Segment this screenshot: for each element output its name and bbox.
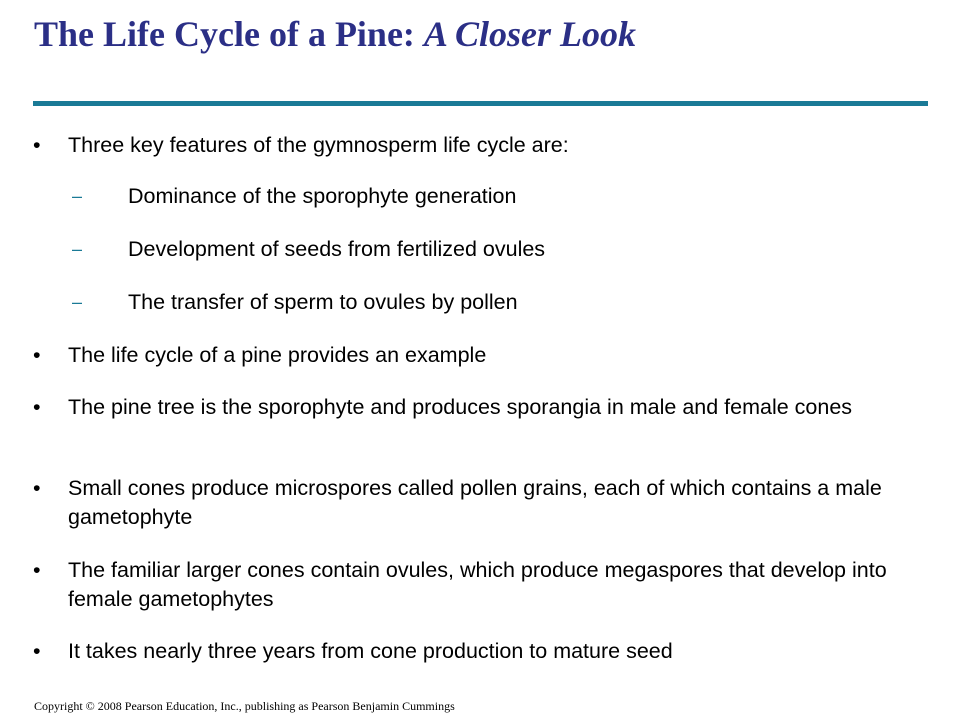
sub-bullet-marker: – <box>72 186 83 206</box>
sub-bullet-text: Dominance of the sporophyte generation <box>128 184 517 208</box>
sub-bullet-item <box>72 235 902 264</box>
bullet-text: The familiar larger cones contain ovules, which produce megaspores that develop into female gametophytes <box>68 558 887 611</box>
bullet-item <box>33 393 903 422</box>
title-italic-part: A Closer Look <box>423 14 636 54</box>
title-main: The Life Cycle of a Pine: <box>34 14 424 54</box>
bullet-text: The pine tree is the sporophyte and produces sporangia in male and female cones <box>68 395 853 419</box>
sub-bullet-text: Development of seeds from fertilized ovules <box>128 237 546 261</box>
bullet-marker: • <box>33 343 41 367</box>
sub-bullet-marker: – <box>72 292 83 312</box>
bullet-marker: • <box>33 639 41 663</box>
bullet-marker: • <box>33 395 41 419</box>
bullet-item <box>33 131 903 160</box>
bullet-item <box>33 474 903 532</box>
sub-bullet-item <box>72 182 902 211</box>
bullet-item <box>33 556 903 614</box>
sub-bullet-item <box>72 288 902 317</box>
bullet-text: Three key features of the gymnosperm life cycle are: <box>68 133 569 157</box>
bullet-marker: • <box>33 476 41 500</box>
bullet-item <box>33 637 903 666</box>
bullet-text: It takes nearly three years from cone production to mature seed <box>68 639 673 663</box>
sub-bullet-text: The transfer of sperm to ovules by pollen <box>128 290 518 314</box>
bullet-item <box>33 341 903 370</box>
bullet-text: Small cones produce microspores called pollen grains, each of which contains a male gametophyte <box>68 476 882 529</box>
bullet-marker: • <box>33 133 41 157</box>
bullet-text: The life cycle of a pine provides an example <box>68 343 487 367</box>
sub-bullet-marker: – <box>72 239 83 259</box>
bullet-marker: • <box>33 558 41 582</box>
copyright-footer: Copyright © 2008 Pearson Education, Inc., publishing as Pearson Benjamin Cummings <box>34 699 455 713</box>
